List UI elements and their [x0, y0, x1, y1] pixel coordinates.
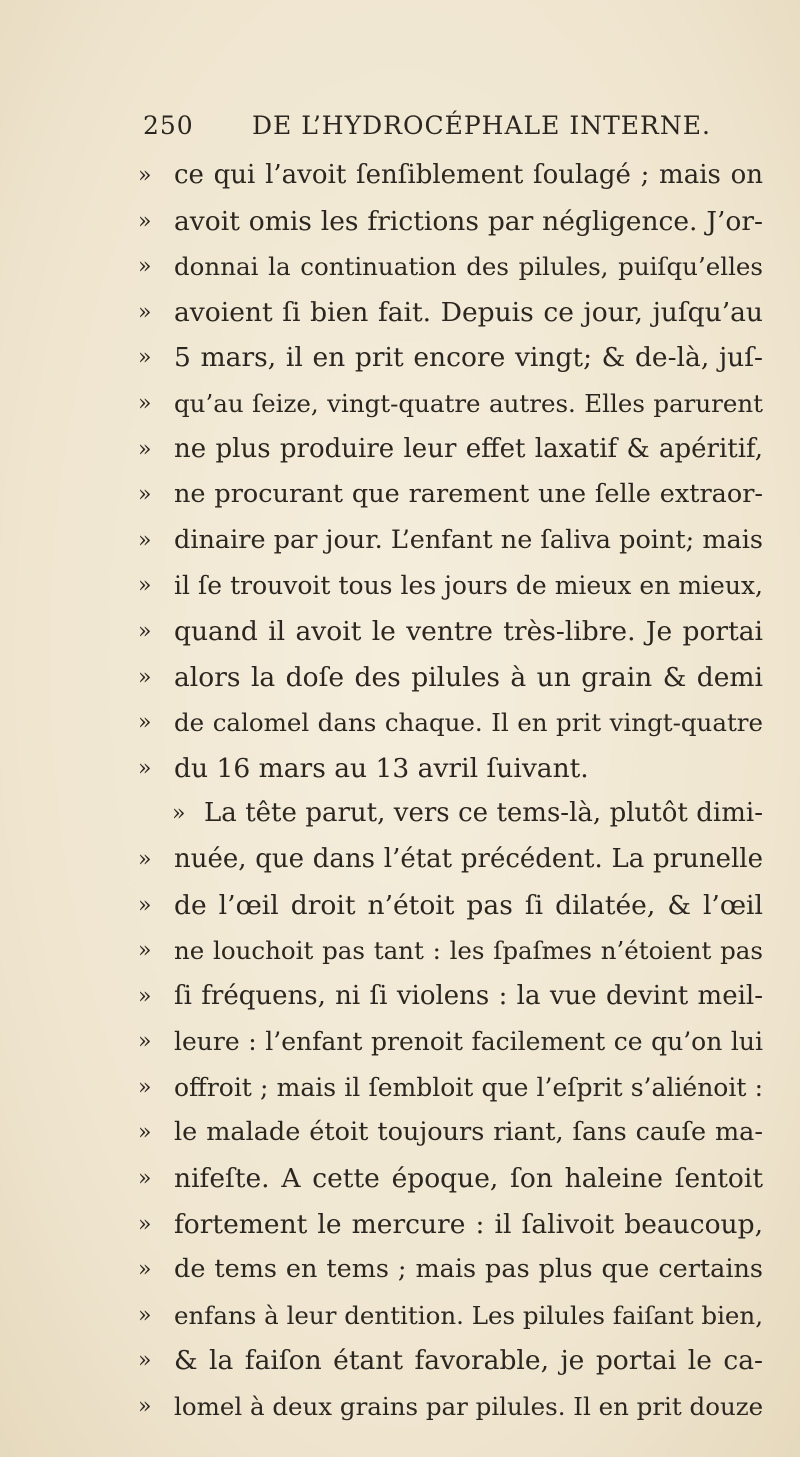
- line-text: ſi fréquens, ni ſi violens : la vue devint meil-: [174, 980, 763, 1011]
- line-text: il ſe trouvoit tous les jours de mieux en mieux,: [174, 571, 763, 601]
- quote-mark: »: [138, 664, 152, 690]
- quote-mark: »: [138, 983, 152, 1009]
- line-text: de tems en tems ; mais pas plus que certains: [174, 1254, 763, 1285]
- quote-mark: »: [138, 299, 152, 325]
- text-line: [138, 746, 763, 792]
- quote-mark: »: [172, 801, 186, 827]
- line-text: donnai la continuation des pilules, puiſqu’elles: [174, 252, 763, 282]
- line-text: du 16 mars au 13 avril ſuivant.: [174, 752, 589, 784]
- quote-mark: »: [138, 345, 152, 371]
- quote-mark: »: [138, 390, 152, 416]
- quote-mark: »: [138, 1348, 152, 1374]
- text-line: [138, 883, 763, 929]
- line-text: quand il avoit le ventre très-libre. Je portai: [174, 615, 763, 647]
- text-line: [138, 199, 763, 245]
- quote-mark: »: [138, 892, 152, 918]
- line-text: de l’œil droit n’étoit pas ſi dilatée, & l’œil: [174, 889, 763, 921]
- line-text: qu’au ſeize, vingt-quatre autres. Elles parurent: [174, 388, 763, 418]
- text-line: [138, 427, 763, 473]
- text-line: [138, 1247, 763, 1293]
- text-line: [138, 609, 763, 655]
- line-text: nuée, que dans l’état précédent. La prunelle: [174, 843, 763, 874]
- text-line: [138, 1019, 763, 1065]
- line-text: avoit omis les frictions par négligence. J’or-: [174, 205, 763, 237]
- quote-mark: »: [138, 573, 152, 599]
- line-text: 5 mars, il en prit encore vingt; & de-là, juſ-: [174, 342, 763, 374]
- line-text: dinaire par jour. L’enfant ne ſaliva point; mais: [174, 524, 763, 555]
- text-line: [138, 928, 763, 974]
- text-line: [138, 1156, 763, 1202]
- text-body: [138, 153, 763, 1430]
- page-number: 250: [143, 111, 194, 140]
- text-line: [138, 837, 763, 883]
- text-line: [138, 974, 763, 1020]
- quote-mark: »: [138, 254, 152, 280]
- quote-mark: »: [138, 1166, 152, 1192]
- quote-mark: »: [138, 1074, 152, 1100]
- line-text: avoient ſi bien fait. Depuis ce jour, juſqu’au: [174, 296, 763, 328]
- text-line: [138, 1293, 763, 1339]
- running-title: DE L’HYDROCÉPHALE INTERNE.: [252, 111, 711, 140]
- text-line: [138, 1110, 763, 1156]
- quote-mark: »: [138, 710, 152, 736]
- line-text: & la faiſon étant favorable, je portai le ca-: [174, 1345, 763, 1377]
- line-text: fortement le mercure : il ſalivoit beaucoup,: [174, 1208, 763, 1240]
- quote-mark: »: [138, 1257, 152, 1283]
- quote-mark: »: [138, 1211, 152, 1237]
- quote-mark: »: [138, 1394, 152, 1420]
- text-line: [138, 335, 763, 381]
- line-text: leure : l’enfant prenoit facilement ce qu’on lui: [174, 1027, 763, 1057]
- text-line: [138, 153, 763, 199]
- text-line: [138, 290, 763, 336]
- quote-mark: »: [138, 208, 152, 234]
- text-line: [138, 518, 763, 564]
- quote-mark: »: [138, 1120, 152, 1146]
- line-text: enfans à leur dentition. Les pilules faiſant bien,: [174, 1300, 763, 1330]
- line-text: le malade étoit toujours riant, ſans cauſe ma-: [174, 1117, 763, 1148]
- quote-mark: »: [138, 755, 152, 781]
- line-text: ne plus produire leur effet laxatif & apéritif,: [174, 433, 763, 464]
- quote-mark: »: [138, 1029, 152, 1055]
- text-line: [138, 1384, 763, 1430]
- text-line: [138, 244, 763, 290]
- quote-mark: »: [138, 436, 152, 462]
- line-text: nifeſte. A cette époque, ſon haleine ſentoit: [174, 1163, 763, 1195]
- line-text: ne procurant que rarement une ſelle extraor-: [174, 479, 763, 510]
- line-text: alors la doſe des pilules à un grain & demi: [174, 661, 763, 693]
- quote-mark: »: [138, 163, 152, 188]
- text-line: [138, 1202, 763, 1248]
- quote-mark: »: [138, 618, 152, 644]
- line-text: de calomel dans chaque. Il en prit vingt-quatre: [174, 708, 763, 738]
- text-line: [138, 1065, 763, 1111]
- text-line: [138, 1338, 763, 1384]
- line-text: ne louchoit pas tant : les ſpaſmes n’étoient pas: [174, 936, 763, 966]
- line-text: lomel à deux grains par pilules. Il en prit douze: [174, 1392, 764, 1422]
- quote-mark: »: [138, 846, 152, 872]
- text-line: [138, 563, 763, 609]
- paragraph-start-line: [138, 791, 763, 837]
- text-line: [138, 655, 763, 701]
- line-text: ce qui l’avoit ſenſiblement ſoulagé ; mais on: [174, 160, 763, 190]
- quote-mark: »: [138, 1302, 152, 1328]
- line-text: offroit ; mais il ſembloit que l’eſprit s’aliénoit :: [174, 1072, 763, 1102]
- text-line: [138, 700, 763, 746]
- quote-mark: »: [138, 482, 152, 508]
- text-line: [138, 472, 763, 518]
- quote-mark: »: [138, 938, 152, 964]
- text-line: [138, 381, 763, 427]
- page-header: [143, 111, 711, 151]
- quote-mark: »: [138, 527, 152, 553]
- line-text: La tête parut, vers ce tems-là, plutôt dimi-: [204, 798, 763, 829]
